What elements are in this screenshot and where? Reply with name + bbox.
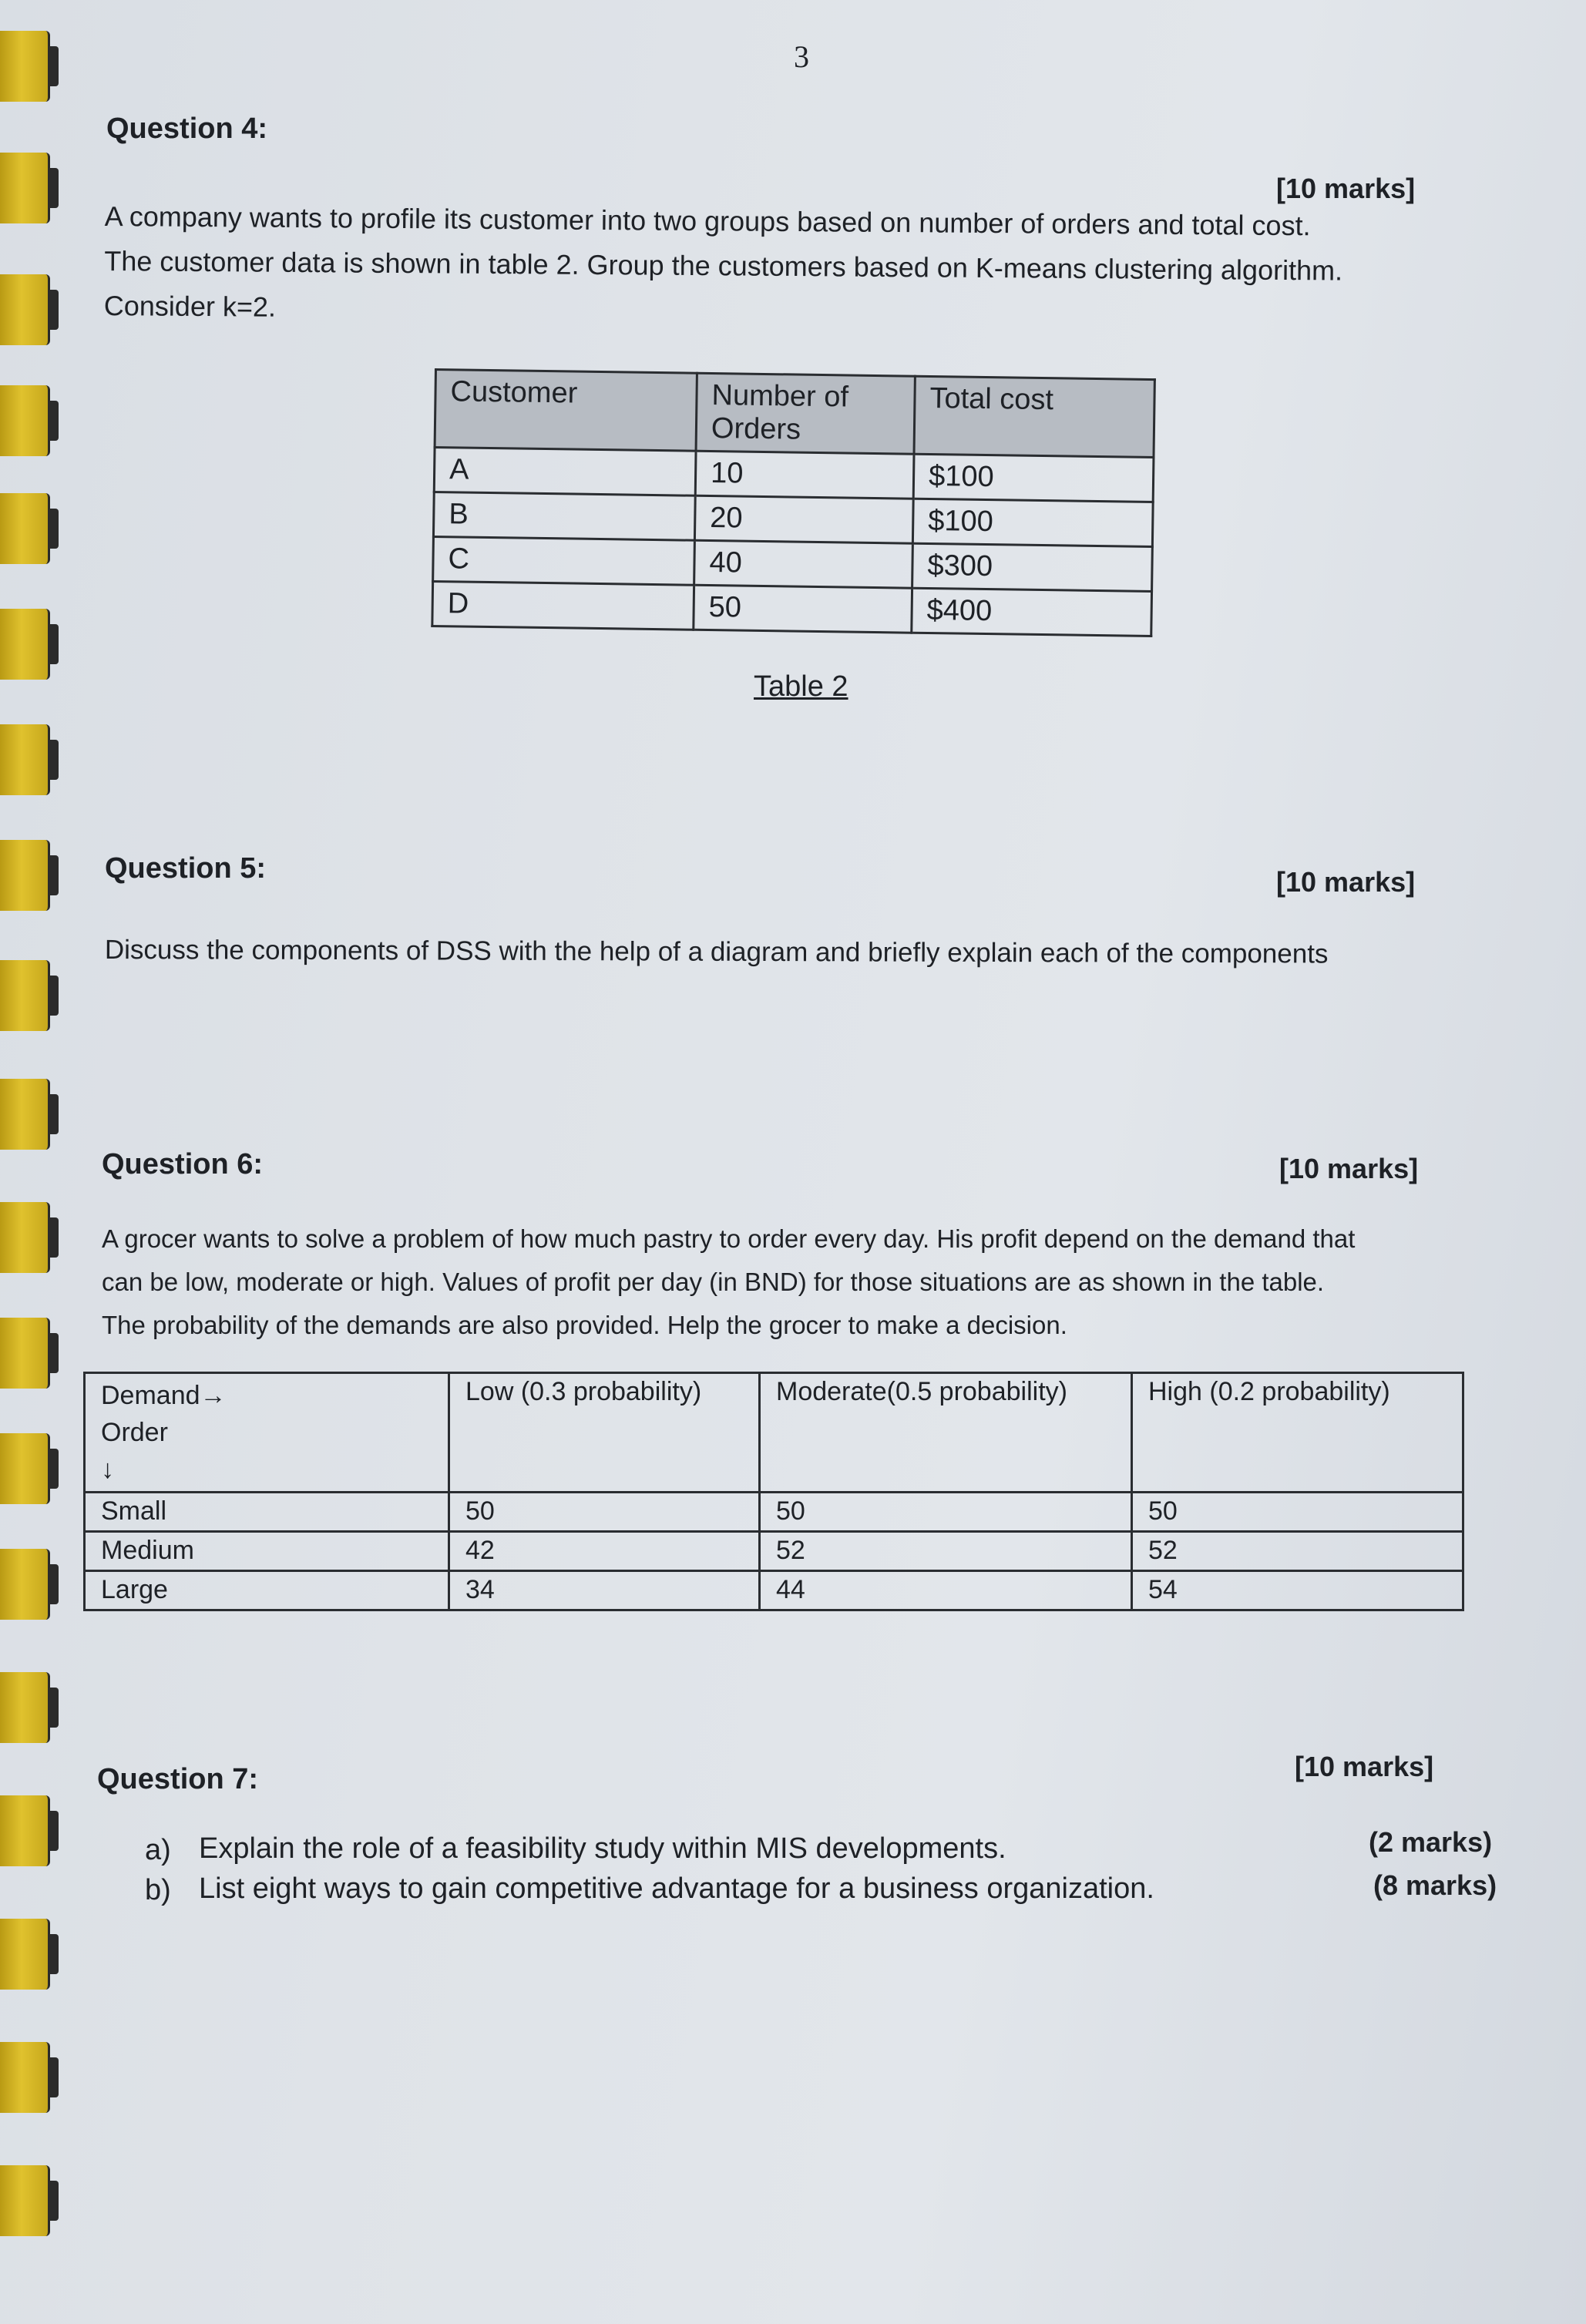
binding-ring: [0, 1202, 50, 1273]
binding-ring: [0, 274, 50, 345]
binding-ring: [0, 1433, 50, 1504]
profit-table: [83, 1372, 1464, 1611]
q4-heading: Question 4:: [106, 113, 268, 145]
q4-marks: [10 marks]: [1276, 173, 1416, 204]
table-cell: 42: [449, 1532, 760, 1571]
header-moderate: Moderate(0.5 probability): [760, 1373, 1132, 1493]
q7-item-b-marks: (8 marks): [1373, 1869, 1497, 1901]
binding-ring: [0, 840, 50, 911]
q5-marks: [10 marks]: [1276, 866, 1416, 898]
table-cell: 50: [760, 1493, 1132, 1532]
binding-ring: [0, 385, 50, 456]
table-cell: 50: [449, 1493, 760, 1532]
q7-item-a-marks: (2 marks): [1369, 1826, 1493, 1858]
q4-text-line: The customer data is shown in table 2. Group the customers based on K-means clustering algorithm.: [104, 244, 1343, 287]
q7-marks: [10 marks]: [1295, 1751, 1434, 1782]
table-cell: $400: [912, 588, 1152, 636]
table-cell: 52: [1132, 1532, 1463, 1571]
table-cell: 54: [1132, 1571, 1463, 1610]
q5-text: Discuss the components of DSS with the help of a diagram and briefly explain each of the components: [104, 935, 1329, 969]
binding-ring: [0, 153, 50, 223]
binding-ring: [0, 1795, 50, 1866]
q4-text: [104, 194, 1343, 338]
q6-text-line: can be low, moderate or high. Values of profit per day (in BND) for those situations are as shown in the table.: [102, 1268, 1325, 1296]
binding-ring: [0, 1919, 50, 1990]
header-number-of-orders: Number of Orders: [696, 373, 915, 454]
q6-marks: [10 marks]: [1279, 1153, 1419, 1184]
table-cell: 34: [449, 1571, 760, 1610]
table-cell: Medium: [85, 1532, 449, 1571]
table-cell: 44: [760, 1571, 1132, 1610]
q4-text-line: Consider k=2.: [103, 289, 277, 323]
header-low: Low (0.3 probability): [449, 1373, 760, 1493]
table-row: [85, 1571, 1463, 1610]
table-cell: C: [433, 536, 695, 585]
binding-ring: [0, 1549, 50, 1620]
binding-ring: [0, 1672, 50, 1743]
q7-item-b-text: List eight ways to gain competitive advantage for a business organization.: [199, 1872, 1154, 1905]
header-high: High (0.2 probability): [1132, 1373, 1463, 1493]
header-customer: Customer: [435, 370, 697, 452]
table-caption: Table 2: [754, 670, 848, 703]
binding-ring: [0, 2165, 50, 2236]
binding-ring: [0, 493, 50, 564]
table-row: [85, 1493, 1463, 1532]
table-header-row: [85, 1373, 1463, 1493]
table-header-row: [435, 370, 1154, 458]
header-total-cost: Total cost: [914, 376, 1154, 457]
table-cell: $100: [912, 499, 1153, 546]
spiral-binding: [0, 0, 62, 2324]
q7-item-b-label: b): [145, 1874, 171, 1906]
q7-heading: Question 7:: [97, 1763, 259, 1795]
table-cell: 10: [695, 451, 914, 499]
binding-ring: [0, 960, 50, 1031]
q5-heading: Question 5:: [105, 852, 267, 885]
q4-text-line: A company wants to profile its customer into two groups based on number of orders and total cost.: [104, 200, 1311, 242]
table-cell: 50: [694, 585, 912, 633]
table-row: [85, 1532, 1463, 1571]
binding-ring: [0, 609, 50, 680]
q6-text-line: The probability of the demands are also provided. Help the grocer to make a decision.: [102, 1311, 1067, 1339]
table-cell: 50: [1132, 1493, 1463, 1532]
page-number: 3: [794, 39, 809, 74]
binding-ring: [0, 1318, 50, 1389]
q7-item-a-text: Explain the role of a feasibility study within MIS developments.: [199, 1832, 1006, 1865]
corner-line: Demand→: [101, 1381, 227, 1410]
q7-item-a-label: a): [145, 1834, 171, 1866]
binding-ring: [0, 724, 50, 795]
customer-table: [431, 368, 1156, 637]
table-cell: Small: [85, 1493, 449, 1532]
q6-text-line: A grocer wants to solve a problem of how much pastry to order every day. His profit depend on the demand that: [102, 1224, 1356, 1253]
table-cell: $300: [912, 543, 1153, 591]
binding-ring: [0, 2042, 50, 2113]
binding-ring: [0, 31, 50, 102]
q6-heading: Question 6:: [102, 1148, 264, 1180]
binding-ring: [0, 1079, 50, 1150]
q6-text: [102, 1217, 1355, 1347]
table-cell: D: [432, 581, 694, 630]
table-cell: 40: [694, 540, 913, 588]
table-cell: 52: [760, 1532, 1132, 1571]
table-cell: Large: [85, 1571, 449, 1610]
table-cell: $100: [913, 454, 1154, 502]
table-cell: A: [434, 448, 696, 496]
table-cell: B: [433, 492, 695, 541]
table-row: [432, 581, 1152, 636]
corner-line: Order: [101, 1418, 168, 1447]
corner-cell: [85, 1373, 449, 1493]
table-cell: 20: [694, 495, 913, 543]
corner-line: ↓: [101, 1455, 114, 1484]
